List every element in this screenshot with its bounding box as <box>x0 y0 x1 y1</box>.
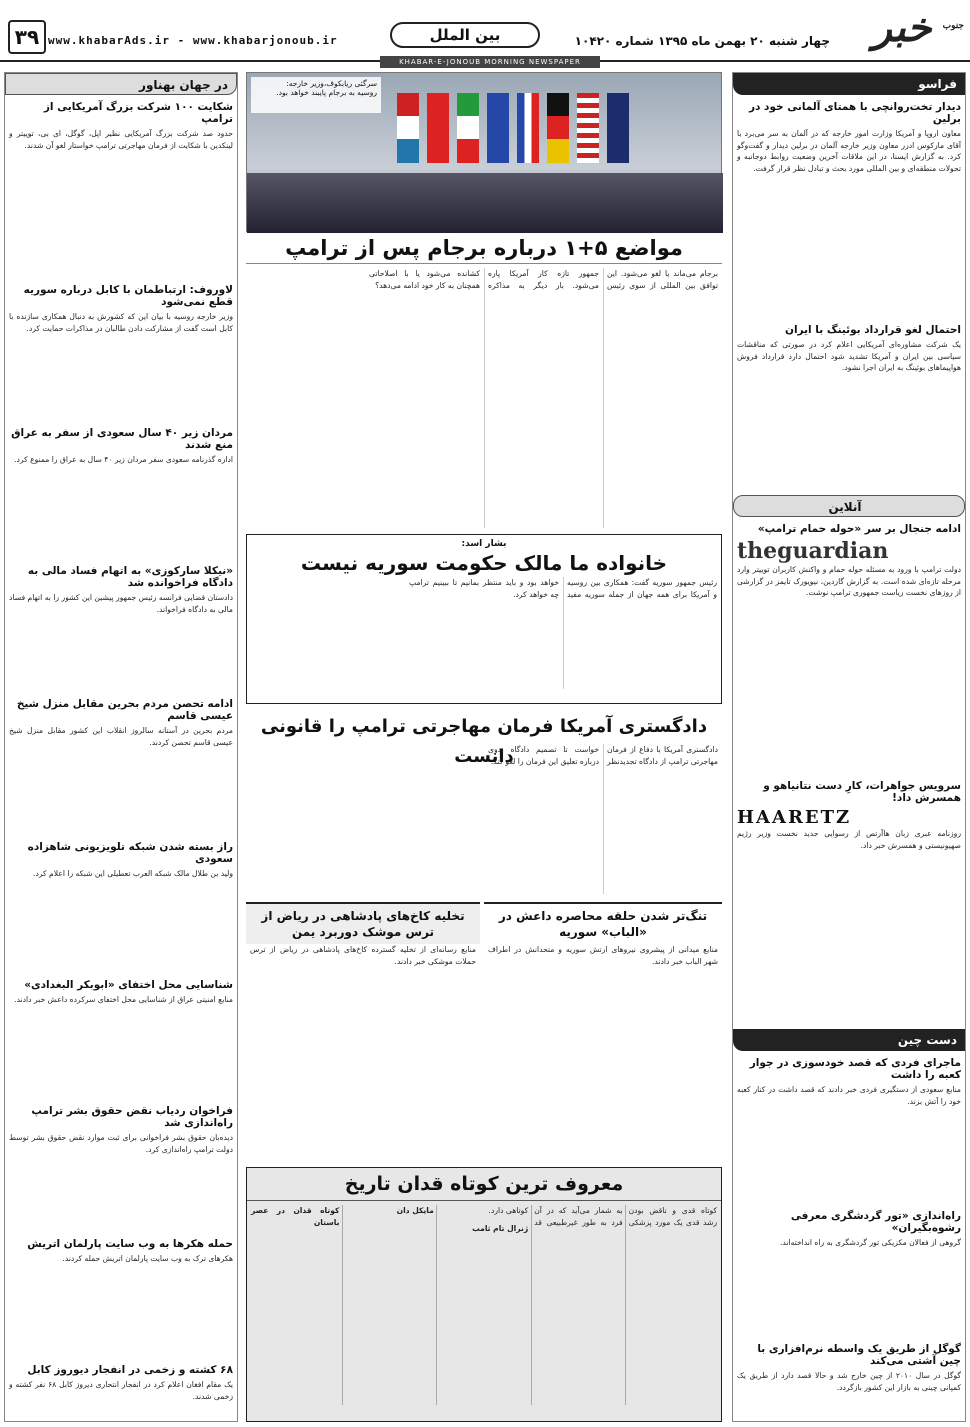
list-item <box>5 1105 237 1232</box>
story-body: هکرهای ترک به وب سایت پارلمان اتریش حمله کردند. <box>62 1254 233 1263</box>
list-item <box>5 698 237 835</box>
masthead <box>0 0 970 62</box>
story-body: دادستان قضایی فرانسه رئیس جمهور پیشین این کشور را به اتهام فساد مالی به دادگاه فراخواند. <box>9 593 233 614</box>
story-body: مردم بحرین در آستانه سالروز انقلاب این کشور مقابل منزل شیخ عیسی قاسم تحصن کردند. <box>9 726 233 747</box>
list-item <box>5 979 237 1099</box>
faraso-header: فراسو <box>733 73 965 95</box>
headline-short-people: معروف ترین کوتاه قدان تاریخ <box>247 1168 721 1201</box>
story-title: ماجرای فردی که قصد خودسوزی در جوار کعبه را داشت <box>749 1057 961 1081</box>
story-title: شکایت ۱۰۰ شرکت بزرگ آمریکایی از ترامپ <box>43 101 233 125</box>
jahan-header: در جهان بهناور <box>5 73 237 95</box>
caption-line: روسیه به برجام پایبند خواهد بود. <box>276 88 377 97</box>
story-body: روزنامه عبری زبان هاآرتص از رسوایی جدید نخست وزیر رژیم صهیونیستی و همسرش خبر داد. <box>737 829 961 850</box>
flags-photo <box>246 72 722 232</box>
flag-icon <box>457 93 479 163</box>
website-urls[interactable]: www.khabarAds.ir - www.khabarjonoub.ir <box>48 34 338 47</box>
story-text: کوتاه قدی و ناقض بودن رشد قدی یک مورد پزشکی به شمار می‌آید که در آن فرد به طور غیرطبیعی قد کوتاهی دارد. <box>488 1206 717 1227</box>
flag-icon <box>427 93 449 163</box>
story-body: حدود صد شرکت بزرگ آمریکایی نظیر اپل، گوگل، ای بی، توییتر و لینکدین با شکایت از فرمان مهاجرتی ترامپ خواستار لغو آن شدند. <box>9 129 233 150</box>
story-body: منابع رسانه‌ای از تخلیه گسترده کاخ‌های پادشاهی در ریاض از ترس حملات موشکی خبر دادند. <box>250 945 476 966</box>
story-title: شناسایی محل اختفای «ابوبکر البغدادی» <box>24 979 233 991</box>
story-title: احتمال لغو قرارداد بوئینگ با ایران <box>784 324 961 336</box>
flag-icon <box>397 93 419 163</box>
list-item <box>5 1364 237 1427</box>
story-body: اداره گذرنامه سعودی سفر مردان زیر ۴۰ سال به عراق را ممنوع کرد. <box>14 455 233 464</box>
crowd-silhouette <box>247 173 723 233</box>
list-item <box>5 841 237 973</box>
story-body: یک شرکت مشاوره‌ای آمریکایی اعلام کرد در صورتی که مناقشات سیاسی بین ایران و آمریکا تشدید شود احتمال دارد قرارداد فروش هواپیماهای بوئینگ به ایران اجرا نشود. <box>737 340 961 373</box>
guardian-logo: theguardian <box>737 538 889 564</box>
story-title: دیدار تخت‌روانچی با همتای آلمانی خود در برلین <box>748 101 961 125</box>
story-body: رئیس جمهور سوریه گفت: همکاری بین روسیه و آمریکا برای همه جهان از جمله سوریه مفید خواهد بود و باید منتظر بمانیم تا ببینیم ترامپ چه خواهد کرد. <box>409 578 717 599</box>
left-news-list <box>5 101 237 1427</box>
story-body: گوگل در سال ۲۰۱۰ از چین خارج شد و حالا قصد دارد از طریق یک کمپانی چینی به بازار این کشور بازگردد. <box>737 1371 962 1392</box>
story-title: ادامه جنجال بر سر «حوله حمام ترامپ» <box>757 523 961 535</box>
story-title: ادامه تحصن مردم بحرین مقابل منزل شیخ عیسی قاسم <box>16 698 233 722</box>
assad-story-box <box>246 534 722 704</box>
story-title: فراخوان ردیاب نقض حقوق بشر ترامپ راه‌اندازی شد <box>31 1105 233 1129</box>
center-column <box>246 72 722 1422</box>
right-column <box>732 72 966 1422</box>
story-title: ۶۸ کشته و زخمی در انفجار دیوروز کابل <box>27 1364 233 1376</box>
story-body: دادگستری آمریکا با دفاع از فرمان مهاجرتی ترامپ از دادگاه تجدیدنظر خواست تا تصمیم دادگاه بدوی درباره تعلیق این فرمان را لغو کند. <box>488 745 718 766</box>
story-body: منابع امنیتی عراق از شناسایی محل اختفای سرکرده داعش خبر دادند. <box>14 995 233 1004</box>
newspaper-logo <box>842 4 962 52</box>
online-header: آنلاین <box>733 495 965 517</box>
story-body: گروهی از فعالان مکزیکی تور گردشگری به راه انداخته‌اند. <box>779 1238 961 1247</box>
riyadh-story <box>246 902 480 1162</box>
story-body <box>247 1205 721 1405</box>
headline-assad: خانواده ما مالک حکومت سوریه نیست <box>300 551 668 575</box>
subhead: ژنرال تام ثامب <box>472 1223 529 1233</box>
story-body: معاون اروپا و آمریکا وزارت امور خارجه که در آلمان به سر می‌برد با آقای مارکوس ادرر معاون وزیر خارجه آلمان در برلین دیدار و گفت‌وگو کرد. به گزارش ایسنا، در این ملاقات آخرین وضعیت روابط دوجانبه و تحولات منطقه‌ای و بین المللی مورد بحث و تبادل نظر قرار گرفت. <box>737 129 961 173</box>
haaretz-logo: HAARETZ <box>737 807 852 828</box>
story-title: راز بسته شدن شبکه تلویزیونی شاهزاده سعودی <box>27 841 233 865</box>
flag-icon <box>607 93 629 163</box>
flag-icon <box>577 93 599 163</box>
subhead: کوتاه قدان در عصر باستان <box>251 1206 340 1227</box>
photo-caption-box <box>251 77 381 113</box>
headline-riyadh: تخلیه کاخ‌های پادشاهی در ریاض از ترس موشک دوربرد یمن <box>246 904 480 944</box>
left-column <box>4 72 238 1422</box>
story-body: دیده‌بان حقوق بشر فراخوانی برای ثبت موارد نقض حقوق بشر توسط دولت ترامپ راه‌اندازی کرد. <box>9 1133 233 1154</box>
story-body: دولت ترامپ با ورود به مسئله حوله حمام و واکنش کاربران توییتر وارد مرحله تازه‌ای شده است. به گزارش گاردین، نیویورک تایمز در گزارشی از روزهای نخست ریاست جمهوری ترامپ نوشت. <box>737 565 961 598</box>
list-item <box>5 427 237 559</box>
caption-line: سرگئی ریابکوف،وزیر خارجه: <box>286 79 377 88</box>
story-title: لاوروف: ارتباطمان با کابل درباره سوریه قطع نمی‌شود <box>23 284 233 308</box>
list-item <box>5 565 237 692</box>
logo-text: خبر <box>872 4 932 51</box>
dast-chin-header: دست چین <box>733 1029 965 1051</box>
issue-dateline: چهار شنبه ۲۰ بهمن ماه ۱۳۹۵ شماره ۱۰۴۲۰ <box>574 34 830 48</box>
story-title: سرویس جواهرات، کارِ دست نتانیاهو و همسرش داد! <box>763 780 961 804</box>
short-people-story <box>246 1167 722 1422</box>
story-title: راه‌اندازی «تور گردشگری معرفی رشوه‌بگیران» <box>790 1210 961 1234</box>
flag-icon <box>487 93 509 163</box>
story-body: منابع میدانی از پیشروی نیروهای ارتش سوریه و متحدانش در اطراف شهر الباب خبر دادند. <box>488 945 718 966</box>
list-item <box>5 101 237 278</box>
story-body: برجام می‌ماند یا لغو می‌شود. این توافق بین المللی از سوی رئیس جمهور تازه کار آمریکا پاره می‌شود. بار دیگر به مذاکره کشانده می‌شود یا با اصلاحاتی همچنان به کار خود ادامه می‌دهد؟ <box>369 269 718 290</box>
story-body: منابع سعودی از دستگیری فردی خبر دادند که قصد داشت در کنار کعبه خود را آتش بزند. <box>737 1085 961 1106</box>
headline-jcpoa: مواضع ۵+۱ درباره برجام پس از ترامپ <box>246 232 722 264</box>
list-item <box>5 284 237 421</box>
page-number: ۳۹ <box>8 20 46 54</box>
story-body: ولید بن طلال مالک شبکه العرب تعطیلی این شبکه را اعلام کرد. <box>33 869 233 878</box>
story-title: «نیکلا سارکوزی» به اتهام فساد مالی به دادگاه فراخوانده شد <box>27 565 233 589</box>
subhead: مایکل دان <box>396 1206 434 1215</box>
headline-kicker: بشار اسد: <box>461 539 507 549</box>
section-title: بین الملل <box>390 22 540 48</box>
english-banner: KHABAR-E-JONOUB MORNING NEWSPAPER <box>380 56 600 68</box>
story-body: یک مقام افغان اعلام کرد در انفجار انتحاری دیروز کابل ۶۸ نفر کشته و زخمی شدند. <box>9 1380 233 1401</box>
story-title: مردان زیر ۴۰ سال سعودی از سفر به عراق منع شدند <box>11 427 233 451</box>
story-title: گوگل از طریق یک واسطه نرم‌افزاری با چین آشتی می‌کند <box>757 1343 961 1367</box>
flag-icon <box>547 93 569 163</box>
logo-subtext: جنوب <box>942 21 964 31</box>
story-title: حمله هکرها به وب سایت پارلمان اتریش <box>27 1238 233 1250</box>
list-item <box>5 1238 237 1358</box>
albab-story <box>484 902 722 1162</box>
headline-immigration: دادگستری آمریکا فرمان مهاجرتی ترامپ را قانونی دانست <box>260 716 708 767</box>
flag-icon <box>517 93 539 163</box>
headline-albab: تنگ‌تر شدن حلقه محاصره داعش در «الباب» سوریه <box>498 909 708 939</box>
story-body: وزیر خارجه روسیه با بیان این که کشورش به دنبال همکاری سازنده با کابل است گفت از مشارکت دادن طالبان در مذاکرات حمایت کرد. <box>9 312 233 333</box>
